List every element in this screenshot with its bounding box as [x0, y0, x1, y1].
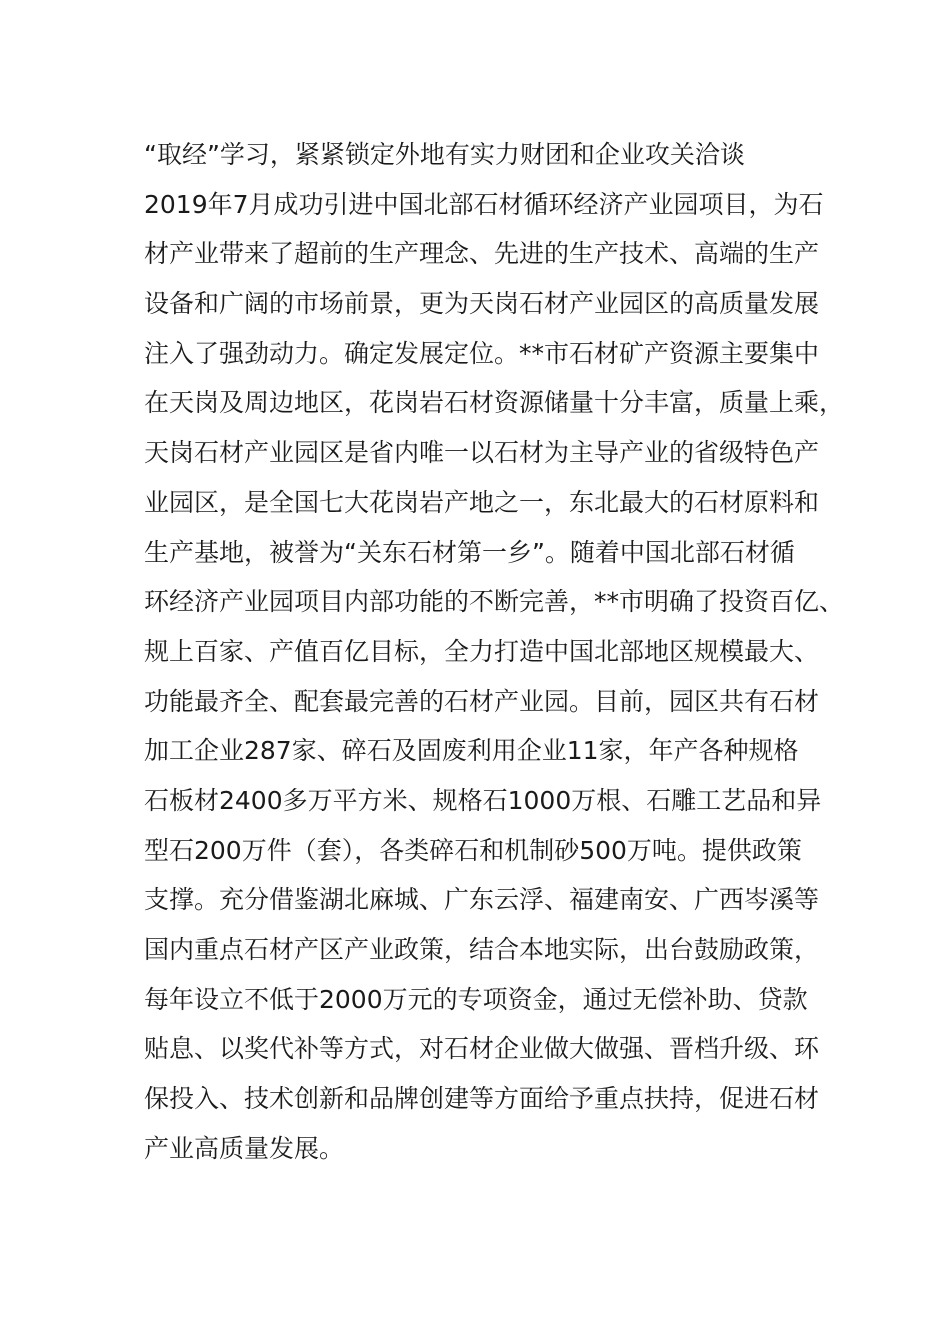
text-line: 产业高质量发展。: [144, 1133, 345, 1163]
text-line: 国内重点石材产区产业政策，结合本地实际，出台鼓励政策，: [144, 935, 820, 964]
text-line: 石板材2400多万平方米、规格石1000万根、石雕工艺品和异: [144, 785, 822, 815]
text-line: 环经济产业园项目内部功能的不断完善，**市明确了投资百亿、: [144, 587, 845, 617]
text-line: 保投入、技术创新和品牌创建等方面给予重点扶持，促进石材: [144, 1084, 820, 1114]
text-line: 天岗石材产业园区是省内唯一以石材为主导产业的省级特色产: [144, 438, 820, 468]
text-line: 每年设立不低于2000万元的专项资金，通过无偿补助、贷款: [144, 984, 808, 1014]
text-line: “取经”学习，紧紧锁定外地有实力财团和企业攻关洽谈: [144, 140, 745, 169]
text-line: 业园区，是全国七大花岗岩产地之一，东北最大的石材原料和: [144, 487, 820, 517]
text-line: 注入了强劲动力。确定发展定位。**市石材矿产资源主要集中: [144, 338, 820, 368]
text-line: 型石200万件（套），各类碎石和机制砂500万吨。提供政策: [144, 835, 802, 865]
text-line: 设备和广阔的市场前景，更为天岗石材产业园区的高质量发展: [144, 289, 820, 319]
text-line: 支撑。充分借鉴湖北麻城、广东云浮、福建南安、广西岑溪等: [144, 885, 820, 915]
text-line: 在天岗及周边地区，花岗岩石材资源储量十分丰富，质量上乘，: [144, 388, 845, 418]
text-line: 贴息、以奖代补等方式，对石材企业做大做强、晋档升级、环: [144, 1034, 820, 1064]
text-line: 规上百家、产值百亿目标，全力打造中国北部地区规模最大、: [144, 636, 820, 666]
text-line: 材产业带来了超前的生产理念、先进的生产技术、高端的生产: [144, 239, 820, 269]
body-paragraph: [144, 130, 845, 1173]
text-line: 加工企业287家、碎石及固废利用企业11家，年产各种规格: [144, 736, 799, 766]
text-line: 功能最齐全、配套最完善的石材产业园。目前，园区共有石材: [144, 686, 820, 716]
text-line: 生产基地，被誉为“关东石材第一乡”。随着中国北部石材循: [144, 537, 795, 567]
text-line: 2019年7月成功引进中国北部石材循环经济产业园项目，为石: [144, 189, 824, 219]
